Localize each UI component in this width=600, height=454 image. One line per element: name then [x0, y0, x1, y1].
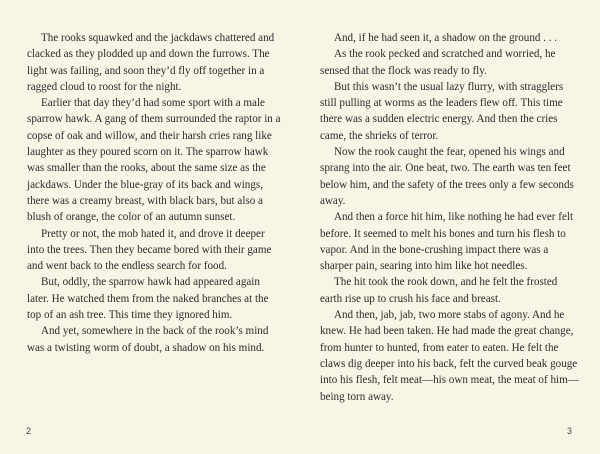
- paragraph: And then a force hit him, like nothing he had ever felt before. It seemed to melt his bones and turn his flesh to vapor. And in the bone-crushing impact there was a sharper pain, searing into him like hot needles.: [320, 211, 574, 273]
- paragraph: But this wasn’t the usual lazy flurry, with stragglers still pulling at worms as the leaders flew off. This time there was a sudden electric energy. And then the cries came, the shrieks of terror.: [320, 80, 564, 142]
- page-number-right: 3: [567, 426, 573, 436]
- paragraph: The hit took the rook down, and he felt the frosted earth rise up to crush his face and breast.: [320, 276, 558, 305]
- right-page: [320, 30, 580, 405]
- paragraph: Now the rook caught the fear, opened his wings and sprang into the air. One beat, two. The earth was ten feet below him, and the safety of the trees only a few seconds away.: [320, 146, 574, 207]
- left-page: [27, 30, 284, 356]
- paragraph: And yet, somewhere in the back of the rook’s mind was a twisting worm of doubt, a shadow on his mind.: [27, 325, 269, 354]
- paragraph: But, oddly, the sparrow hawk had appeared again later. He watched them from the naked branches at the top of an ash tree. This time they ignored him.: [27, 276, 269, 322]
- paragraph: Pretty or not, the mob hated it, and drove it deeper into the trees. Then they became bored with their game and went back to the endless search for food.: [27, 227, 272, 273]
- page-number-left: 2: [26, 426, 32, 436]
- paragraph: As the rook pecked and scratched and worried, he sensed that the flock was ready to fly.: [320, 48, 556, 77]
- paragraph: And, if he had seen it, a shadow on the ground . . .: [334, 32, 558, 44]
- paragraph: And then, jab, jab, two more stabs of agony. And he knew. He had been taken. He had made the great change, from hunter to hunted, from eater to eaten. He felt the claws dig deeper into his back, felt the curved beak gouge into his flesh, felt meat—his own meat, the meat of him—being torn away.: [320, 309, 579, 403]
- paragraph: Earlier that day they’d had some sport with a male sparrow hawk. A gang of them surrounded the raptor in a copse of oak and willow, and their harsh cries rang like laughter as they poured scorn on it. The sparrow hawk was smaller than the rooks, about the same size as the jackdaws. Under the blue-gray of its back and wings, there was a creamy breast, with black bars, but also a blush of orange, the color of an autumn sunset.: [27, 97, 281, 224]
- paragraph: The rooks squawked and the jackdaws chattered and clacked as they plodded up and down the furrows. The light was failing, and soon they’d fly off together in a ragged cloud to roost for the night.: [27, 32, 275, 93]
